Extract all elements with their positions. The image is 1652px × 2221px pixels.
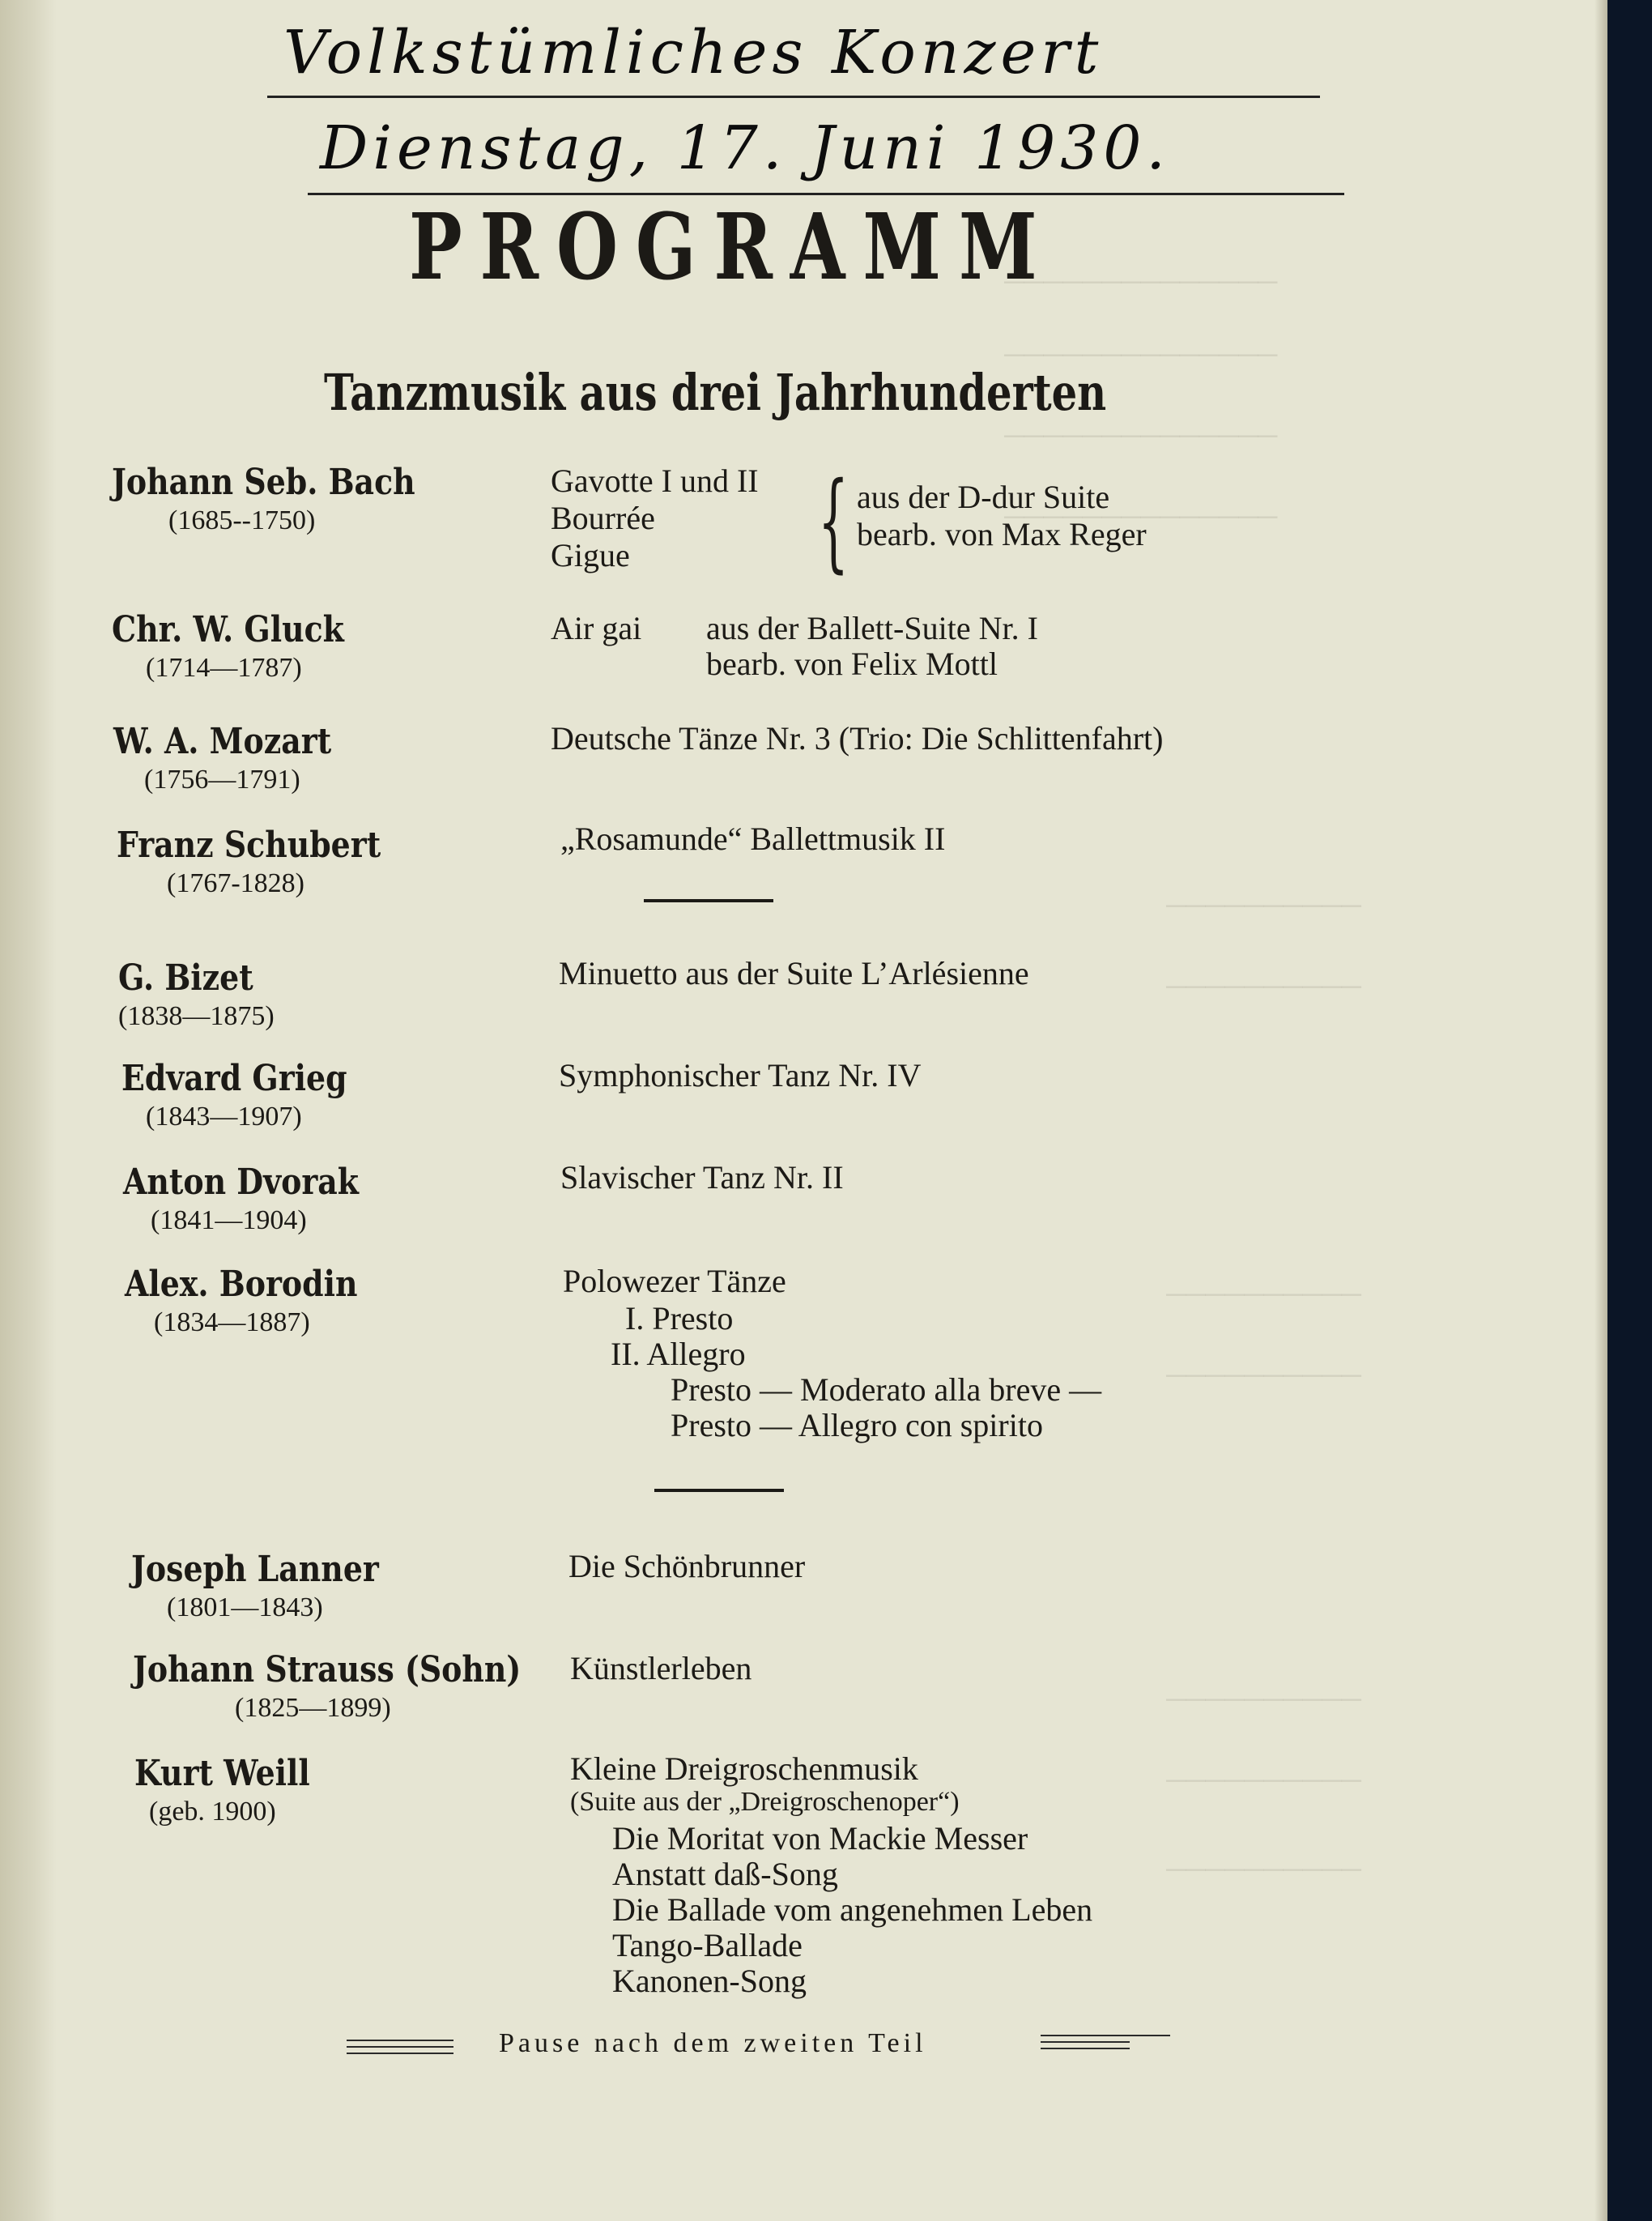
- work-note: bearb. von Felix Mottl: [706, 646, 998, 682]
- composer-dates: (1801—1843): [167, 1592, 323, 1622]
- composer-dates: (1838—1875): [118, 1001, 275, 1031]
- page-subtitle: Tanzmusik aus drei Jahrhunderten: [324, 363, 1107, 422]
- decorative-rule: [347, 2046, 453, 2048]
- work-title: Polowezer Tänze: [563, 1263, 786, 1299]
- work-title: Gigue: [551, 537, 630, 573]
- decorative-rule: [1041, 2041, 1130, 2043]
- decorative-rule: [1041, 2035, 1170, 2036]
- composer-name: G. Bizet: [118, 957, 253, 999]
- brace-icon: {: [818, 460, 849, 585]
- composer-dates: (1834—1887): [154, 1307, 310, 1337]
- composer-name: W. A. Mozart: [113, 721, 332, 762]
- composer-dates: (1767-1828): [167, 868, 304, 898]
- movement: Kanonen-Song: [612, 1963, 807, 1999]
- work-title: Kleine Dreigroschenmusik: [570, 1750, 918, 1787]
- movement: Tango-Ballade: [612, 1927, 803, 1963]
- composer-name: Franz Schubert: [117, 825, 381, 866]
- program-page: ────────────── ────────────── ────────────── ────────────── ────────── ────────── ────────── ────────── ────────── ────────── ────────── Volkstümliches Konzert Dienstag, 17. Juni 1930. PROGRAMM Tanzmusik aus drei Jahrhunderten Johann Seb. Bach (1685--1750) Gavotte I und II Bourrée Gigue { aus der D-dur Suite bearb. von Max Reger Chr. W. Gluck (1714—1787) Air gai aus der Ballett-Suite Nr. I bearb. von Felix Mottl W. A. Mozart (1756—1791) Deutsche Tänze Nr. 3 (Trio: Die Schlittenfahrt) Franz Schubert (1767-1828) „Rosamunde“ Ballettmusik II G. Bizet (1838—1875) Minuetto aus der Suite L’Arlésienne Edvard Grieg (1843—1907) Symphonischer Tanz Nr. IV Anton Dvorak (1841—1904) Slavischer Tanz Nr. II Alex. Borodin (1834—1887) Polowezer Tänze I. Presto II. Allegro Presto — Moderato alla breve — Presto — Allegro con spirito Joseph Lanner (1801—1843) Die Schönbrunner Johann Strauss (Sohn) (1825—1899) Künstlerleben Kurt Weill (geb. 1900) Kleine Dreigroschenmusik (Suite aus der „Dreigroschenoper“) Die Moritat von Mackie Messer Anstatt daß-Song Die Ballade vom angenehmen Leben Tango-Ballade Kanonen-Song Pause nach dem zweiten Teil: [0, 0, 1607, 2221]
- decorative-rule: [347, 2040, 453, 2041]
- work-title: Gavotte I und II: [551, 463, 759, 499]
- composer-name: Alex. Borodin: [125, 1264, 358, 1305]
- work-title: Bourrée: [551, 500, 655, 536]
- page-edge-shadow: [1595, 0, 1607, 2221]
- page-title: PROGRAMM: [409, 194, 1055, 301]
- handwritten-date: Dienstag, 17. Juni 1930.: [320, 113, 1170, 183]
- work-note: aus der D-dur Suite: [857, 479, 1110, 515]
- work-title: Die Schönbrunner: [568, 1548, 806, 1584]
- movement: I. Presto: [625, 1300, 734, 1336]
- decorative-rule: [347, 2053, 453, 2054]
- composer-dates: (1756—1791): [144, 765, 300, 795]
- composer-dates: (1841—1904): [151, 1205, 307, 1235]
- work-title: Deutsche Tänze Nr. 3 (Trio: Die Schlittenfahrt): [551, 720, 1164, 757]
- work-title: Minuetto aus der Suite L’Arlésienne: [559, 955, 1029, 991]
- movement: Anstatt daß-Song: [612, 1856, 838, 1892]
- composer-dates: (1685--1750): [168, 505, 316, 535]
- movement: II. Allegro: [611, 1336, 746, 1372]
- handwritten-underline: [267, 96, 1320, 98]
- movement: Presto — Moderato alla breve —: [671, 1371, 1102, 1408]
- composer-name: Joseph Lanner: [131, 1549, 379, 1590]
- work-note: aus der Ballett-Suite Nr. I: [706, 610, 1038, 646]
- work-title: Künstlerleben: [570, 1650, 752, 1686]
- composer-name: Johann Seb. Bach: [112, 462, 415, 503]
- work-title: Air gai: [551, 610, 642, 646]
- movement: Die Ballade vom angenehmen Leben: [612, 1891, 1093, 1928]
- composer-name: Johann Strauss (Sohn): [133, 1649, 522, 1690]
- movement: Presto — Allegro con spirito: [671, 1407, 1043, 1443]
- composer-dates: (1714—1787): [146, 653, 302, 683]
- handwritten-concert-title: Volkstümliches Konzert: [283, 18, 1104, 87]
- page-spine: [0, 0, 57, 2221]
- composer-name: Chr. W. Gluck: [112, 609, 344, 650]
- composer-dates: (1843—1907): [146, 1102, 302, 1132]
- section-divider: [654, 1489, 784, 1492]
- movement: Die Moritat von Mackie Messer: [612, 1820, 1028, 1857]
- work-note: bearb. von Max Reger: [857, 516, 1147, 552]
- pause-text: Pause nach dem zweiten Teil: [499, 2028, 927, 2058]
- work-subnote: (Suite aus der „Dreigroschenoper“): [570, 1787, 960, 1817]
- decorative-rule: [1041, 2048, 1130, 2049]
- composer-name: Kurt Weill: [134, 1753, 310, 1794]
- composer-dates: (geb. 1900): [149, 1797, 276, 1827]
- composer-name: Anton Dvorak: [123, 1162, 359, 1203]
- composer-name: Edvard Grieg: [121, 1058, 347, 1099]
- work-title: „Rosamunde“ Ballettmusik II: [560, 821, 946, 857]
- work-title: Symphonischer Tanz Nr. IV: [559, 1057, 922, 1093]
- work-title: Slavischer Tanz Nr. II: [560, 1159, 844, 1196]
- composer-dates: (1825—1899): [235, 1693, 391, 1723]
- section-divider: [644, 899, 773, 902]
